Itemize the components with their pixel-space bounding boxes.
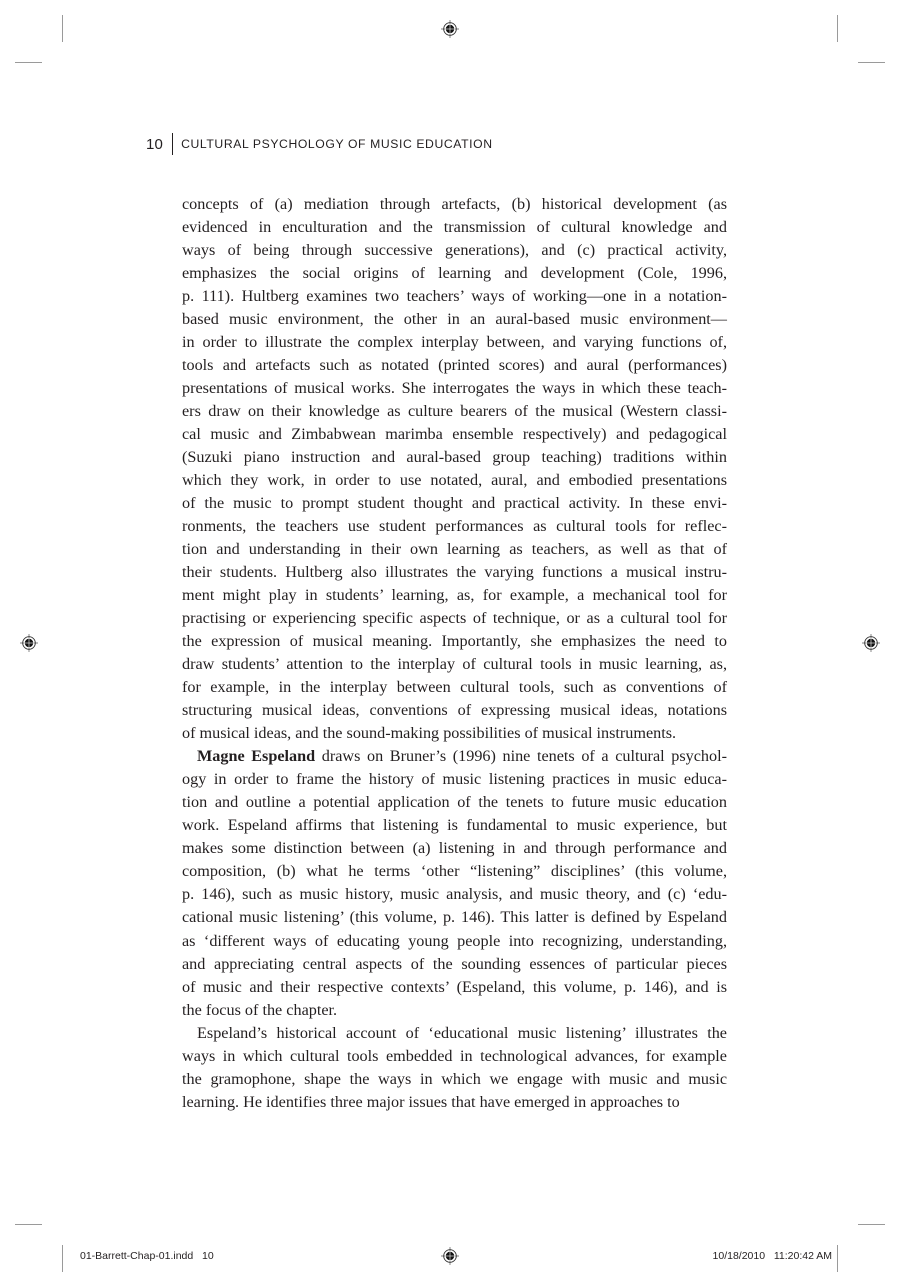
line-text: draws on Bruner’s (1996) nine tenets of a cultural psychol- xyxy=(315,747,727,766)
text-line: makes some distinction between (a) listening in and through performance and xyxy=(182,839,727,858)
slug-filename: 01-Barrett-Chap-01.indd 10 xyxy=(80,1250,214,1262)
paragraph-2 xyxy=(182,745,727,1021)
text-line: ogy in order to frame the history of music listening practices in music educa- xyxy=(182,770,727,789)
text-line: the expression of musical meaning. Importantly, she emphasizes the need to xyxy=(182,632,727,651)
text-line: concepts of (a) mediation through artefacts, (b) historical development (as xyxy=(182,195,727,213)
paragraph-3 xyxy=(182,1022,727,1114)
text-line: learning. He identifies three major issues that have emerged in approaches to xyxy=(182,1092,680,1111)
crop-mark-right-bottom xyxy=(858,1224,885,1225)
text-line: practising or experiencing specific aspects of technique, or as a cultural tool for xyxy=(182,609,727,628)
crop-mark-bottom-left xyxy=(62,1245,63,1272)
text-line: (Suzuki piano instruction and aural-based group teaching) traditions within xyxy=(182,448,727,467)
text-line: their students. Hultberg also illustrates the varying functions a musical instru- xyxy=(182,563,727,582)
crop-mark-right-top xyxy=(858,62,885,63)
paragraph-first-line xyxy=(182,745,727,768)
text-line: which they work, in order to use notated, aural, and embodied presentations xyxy=(182,471,727,490)
text-line: ers draw on their knowledge as culture bearers of the musical (Western classi- xyxy=(182,402,727,421)
text-line: evidenced in enculturation and the transmission of cultural knowledge and xyxy=(182,218,727,237)
text-line: ment might play in students’ learning, as, for example, a mechanical tool for xyxy=(182,586,727,605)
text-line: and appreciating central aspects of the sounding essences of particular pieces xyxy=(182,954,727,973)
text-line: Espeland’s historical account of ‘educational music listening’ illustrates the xyxy=(197,1023,727,1042)
text-line: tion and outline a potential application of the tenets to future music education xyxy=(182,793,727,812)
text-line: tools and artefacts such as notated (printed scores) and aural (performances) xyxy=(182,356,727,375)
text-line: structuring musical ideas, conventions of expressing musical ideas, notations xyxy=(182,701,727,720)
running-head xyxy=(146,133,493,155)
text-line: in order to illustrate the complex interplay between, and varying functions of, xyxy=(182,333,727,352)
author-name: Magne Espeland xyxy=(197,747,316,766)
slug-timestamp: 10/18/2010 11:20:42 AM xyxy=(712,1250,832,1262)
text-line: cal music and Zimbabwean marimba ensemble respectively) and pedagogical xyxy=(182,425,727,444)
registration-target-icon xyxy=(862,634,880,652)
crop-mark-left-bottom xyxy=(15,1224,42,1225)
text-line: the focus of the chapter. xyxy=(182,1000,338,1019)
text-line: of music and their respective contexts’ (Espeland, this volume, p. 146), and is xyxy=(182,977,727,996)
crop-mark-top-right xyxy=(837,15,838,42)
registration-target-icon xyxy=(441,1247,459,1265)
text-line: p. 111). Hultberg examines two teachers’ ways of working—one in a notation- xyxy=(182,287,727,306)
crop-mark-top-left xyxy=(62,15,63,42)
paragraph-1 xyxy=(182,193,727,745)
book-title: CULTURAL PSYCHOLOGY OF MUSIC EDUCATION xyxy=(181,137,493,151)
text-line: work. Espeland affirms that listening is fundamental to music experience, but xyxy=(182,816,727,835)
text-line: cational music listening’ (this volume, p. 146). This latter is defined by Espeland xyxy=(182,908,727,927)
text-line: the gramophone, shape the ways in which we engage with music and music xyxy=(182,1069,727,1088)
text-line: of the music to prompt student thought and practical activity. In these envi- xyxy=(182,494,727,513)
text-line: draw students’ attention to the interplay of cultural tools in music learning, as, xyxy=(182,655,727,674)
text-line: p. 146), such as music history, music analysis, and music theory, and (c) ‘edu- xyxy=(182,885,727,904)
text-line: ways in which cultural tools embedded in technological advances, for example xyxy=(182,1046,727,1065)
text-line: composition, (b) what he terms ‘other “listening” disciplines’ (this volume, xyxy=(182,862,727,881)
crop-mark-left-top xyxy=(15,62,42,63)
page-number: 10 xyxy=(146,135,164,153)
text-line: ways of being through successive generations), and (c) practical activity, xyxy=(182,241,727,260)
crop-mark-bottom-right xyxy=(837,1245,838,1272)
text-line: based music environment, the other in an aural-based music environment— xyxy=(182,310,727,329)
text-line: ronments, the teachers use student performances as cultural tools for reflec- xyxy=(182,517,727,536)
registration-target-icon xyxy=(20,634,38,652)
text-line: presentations of musical works. She interrogates the ways in which these teach- xyxy=(182,379,727,398)
running-head-divider xyxy=(172,133,173,155)
text-line: for example, in the interplay between cultural tools, such as conventions of xyxy=(182,678,727,697)
text-line: as ‘different ways of educating young people into recognizing, understanding, xyxy=(182,931,727,950)
text-line: tion and understanding in their own learning as teachers, as well as that of xyxy=(182,540,727,559)
text-line: emphasizes the social origins of learning and development (Cole, 1996, xyxy=(182,264,727,283)
body-text xyxy=(182,193,727,1114)
text-line: of musical ideas, and the sound-making possibilities of musical instruments. xyxy=(182,724,677,743)
registration-target-icon xyxy=(441,20,459,38)
